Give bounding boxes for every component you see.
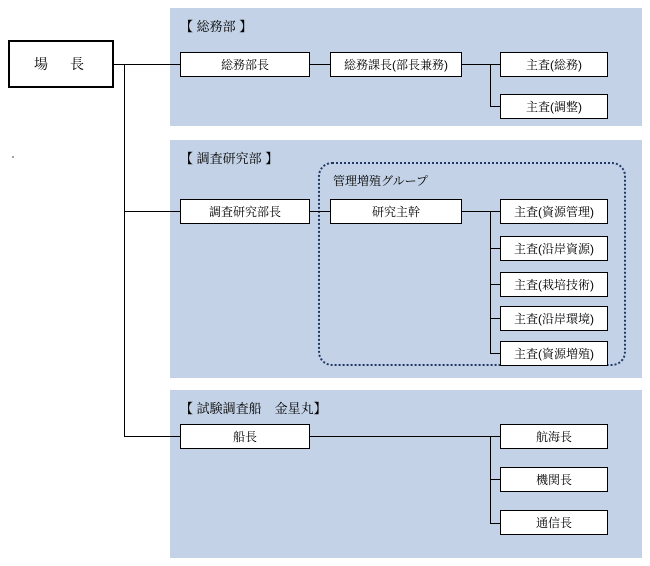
connector-chosa-to-shusa-5 bbox=[490, 353, 500, 354]
box-ship-navigation-chief[interactable]: 航海長 bbox=[500, 424, 608, 449]
connector-ship-to-post-2 bbox=[490, 479, 500, 480]
connector-trunk-to-soumu bbox=[124, 64, 180, 65]
box-director[interactable]: 場 長 bbox=[8, 40, 114, 88]
box-soumu-bucho[interactable]: 総務部長 bbox=[180, 52, 310, 77]
box-chosa-bucho[interactable]: 調査研究部長 bbox=[180, 199, 310, 224]
box-ship-comms-chief[interactable]: 通信長 bbox=[500, 510, 608, 535]
connector-soumu-kacho-right bbox=[462, 64, 490, 65]
connector-chosa-to-shusa-1 bbox=[490, 211, 500, 212]
panel-title-research: 【 調査研究部 】 bbox=[180, 151, 279, 166]
connector-ship-to-post-3 bbox=[490, 523, 500, 524]
connector-chosa-to-shusa-3 bbox=[490, 284, 500, 285]
group-frame-management-breeding bbox=[318, 162, 626, 366]
connector-trunk-to-chosa bbox=[124, 211, 180, 212]
connector-soumu-bucho-kacho bbox=[310, 64, 330, 65]
connector-ship-to-post-1 bbox=[490, 436, 500, 437]
box-chosa-shusa-aquaculture-tech[interactable]: 主査(栽培技術) bbox=[500, 272, 608, 297]
connector-chosa-shukan-right bbox=[462, 211, 490, 212]
group-label-management-breeding: 管理増殖グループ bbox=[333, 174, 429, 188]
connector-soumu-to-shusa-1 bbox=[490, 64, 500, 65]
panel-title-survey-ship: 【 試験調査船 金星丸】 bbox=[180, 401, 327, 416]
box-chosa-shusa-coastal-env[interactable]: 主査(沿岸環境) bbox=[500, 306, 608, 331]
box-soumu-kacho[interactable]: 総務課長(部長兼務) bbox=[330, 52, 462, 77]
connector-chosa-to-shusa-4 bbox=[490, 318, 500, 319]
box-chosa-shusa-resource-breeding[interactable]: 主査(資源増殖) bbox=[500, 341, 608, 366]
connector-root-right bbox=[114, 64, 124, 65]
connector-soumu-vertical bbox=[490, 64, 491, 107]
connector-chosa-to-shusa-2 bbox=[490, 248, 500, 249]
box-soumu-shusa-general[interactable]: 主査(総務) bbox=[500, 52, 608, 77]
scan-speck bbox=[12, 156, 14, 158]
connector-soumu-to-shusa-2 bbox=[490, 106, 500, 107]
box-chosa-shukan[interactable]: 研究主幹 bbox=[330, 199, 462, 224]
box-soumu-shusa-coordination[interactable]: 主査(調整) bbox=[500, 94, 608, 119]
connector-trunk-to-ship bbox=[124, 436, 180, 437]
connector-chosa-bucho-shukan bbox=[310, 211, 330, 212]
box-ship-engine-chief[interactable]: 機関長 bbox=[500, 467, 608, 492]
connector-chosa-vertical bbox=[490, 211, 491, 354]
connector-trunk-vertical bbox=[124, 64, 125, 436]
box-ship-captain[interactable]: 船長 bbox=[180, 424, 310, 449]
box-chosa-shusa-coastal-resource[interactable]: 主査(沿岸資源) bbox=[500, 236, 608, 261]
panel-title-general-affairs: 【 総務部 】 bbox=[180, 19, 253, 34]
connector-ship-captain-right bbox=[310, 436, 490, 437]
box-chosa-shusa-resource-mgmt[interactable]: 主査(資源管理) bbox=[500, 199, 608, 224]
